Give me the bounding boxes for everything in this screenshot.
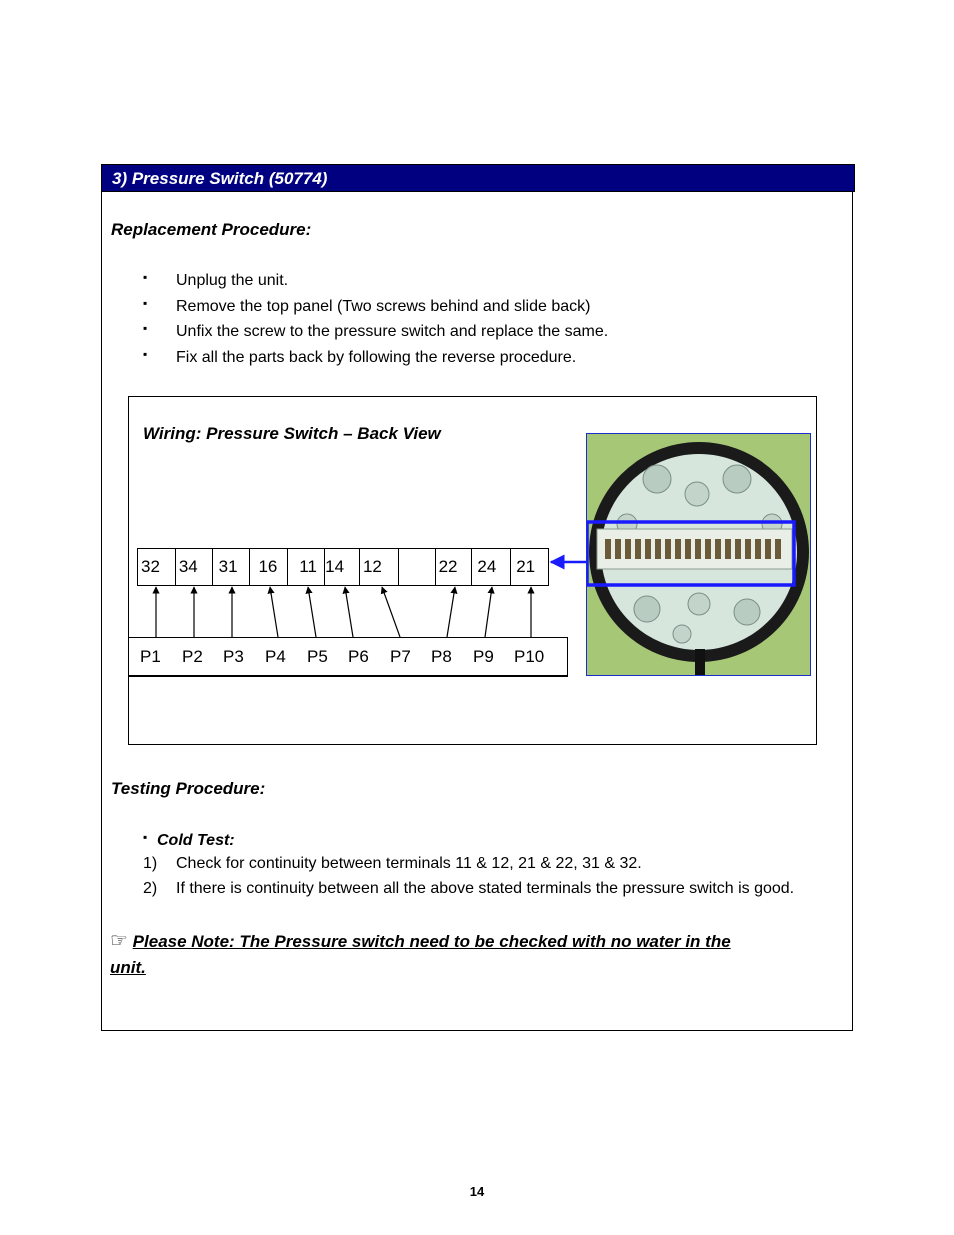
please-note [110,928,840,981]
terminal-cell: 31 [213,549,251,585]
note-text-line1: Please Note: The Pressure switch need to be checked with no water in the [132,932,731,951]
terminal-cell [399,549,436,585]
pin-label: P9 [473,647,494,666]
list-item: ▪ Fix all the parts back by following the reverse procedure. [143,346,577,366]
list-item: 2) If there is continuity between all the above stated terminals the pressure switch is good. [143,880,795,897]
list-item: ▪ Unfix the screw to the pressure switch and replace the same. [143,321,609,340]
pin-label: P4 [265,647,286,666]
replacement-steps [111,270,831,372]
testing-heading: Testing Procedure: [111,779,266,798]
testing-steps [111,828,851,903]
terminal-cell: 34 [176,549,213,585]
pin-label: P8 [431,647,452,666]
bullet-icon: ▪ [143,830,148,844]
list-item: 1) Check for continuity between terminals 11 & 12, 21 & 22, 31 & 32. [143,855,642,872]
list-item: ▪ Unplug the unit. [143,270,289,289]
pressure-switch-photo [586,433,811,676]
bullet-icon: ▪ [143,321,148,335]
wiring-title: Wiring: Pressure Switch – Back View [143,424,441,443]
replacement-heading: Replacement Procedure: [111,220,312,239]
cold-test-label: Cold Test: [157,832,235,849]
section-header-bar [101,164,855,192]
section-title: 3) Pressure Switch (50774) [112,169,328,188]
bullet-icon: ▪ [143,346,148,361]
terminal-strip [137,548,549,586]
terminal-cell: 21 [516,557,536,576]
terminal-cell: 11 [288,549,325,585]
pointing-hand-icon: ☞ [110,930,128,952]
list-item: ▪ Remove the top panel (Two screws behind and slide back) [143,295,591,315]
bullet-icon: ▪ [143,295,148,310]
bullet-icon: ▪ [143,270,148,284]
pin-label: P7 [390,647,411,666]
pin-label: P5 [307,647,328,666]
page-number: 14 [469,1184,485,1199]
cold-test-row [111,828,851,853]
pin-label: P1 [140,647,161,666]
terminal-cell: 12 [360,549,399,585]
terminal-cell: 16 [250,549,288,585]
terminal-cell: 14 [325,549,360,585]
pin-label: P6 [348,647,369,666]
pin-label-row [128,637,568,677]
terminal-cell: 32 [138,549,176,585]
pin-label: P10 [514,647,545,666]
pin-label: P2 [182,647,203,666]
note-text-line2: unit. [110,958,146,977]
pin-label: P3 [223,647,244,666]
terminal-cell: 22 [436,549,473,585]
terminal-cell: 24 [472,549,511,585]
